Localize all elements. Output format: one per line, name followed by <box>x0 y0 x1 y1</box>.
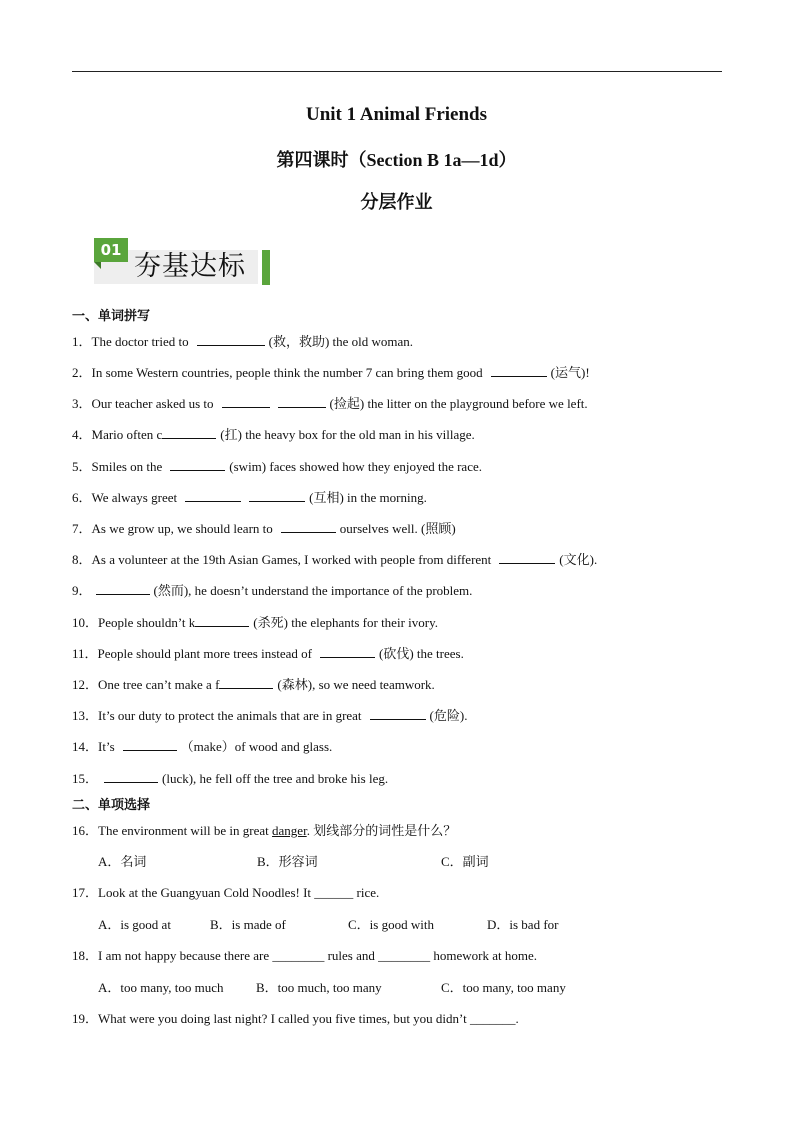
banner-tab-fold <box>94 262 101 269</box>
question-14 <box>72 736 332 755</box>
option-d[interactable]: D．is bad for <box>487 917 559 932</box>
question-number: 5． <box>72 459 92 474</box>
question-19 <box>72 1008 519 1027</box>
question-5 <box>72 456 482 475</box>
question-text: Our teacher asked us to <box>91 396 214 411</box>
banner-text: 夯基达标 <box>134 251 246 282</box>
section-heading-spelling: 一、单词拼写 <box>72 309 151 324</box>
question-text: ourselves well. (照顾) <box>339 521 456 536</box>
question-number: 6． <box>72 490 92 505</box>
page-title: Unit 1 Animal Friends <box>305 104 488 125</box>
question-6 <box>72 487 427 506</box>
answer-blank[interactable] <box>96 582 150 595</box>
question-text: Look at the Guangyuan Cold Noodles! It ______ rice. <box>98 885 380 900</box>
question-text: It’s <box>98 739 115 754</box>
option-b[interactable]: B．形容词 <box>257 854 318 869</box>
answer-blank[interactable] <box>249 489 305 502</box>
question-text: It’s our duty to protect the animals that are in great <box>98 708 362 723</box>
question-text: (森林), so we need teamwork. <box>277 677 435 692</box>
section-heading-choice: 二、单项选择 <box>72 798 151 813</box>
question-text: (互相) in the morning. <box>309 490 427 505</box>
question-17 <box>72 882 379 901</box>
question-8 <box>72 549 597 568</box>
question-text: As a volunteer at the 19th Asian Games, I worked with people from different <box>91 552 492 567</box>
question-number: 9． <box>72 583 92 598</box>
question-12 <box>72 674 435 693</box>
option-c[interactable]: C．副词 <box>441 854 489 869</box>
question-text: What were you doing last night? I called you five times, but you didn’t _______. <box>98 1011 519 1026</box>
question-number: 18． <box>72 948 99 963</box>
header-rule <box>72 71 722 72</box>
answer-blank[interactable] <box>162 426 216 439</box>
underlined-word: danger <box>272 823 307 838</box>
question-text: In some Western countries, people think the number 7 can bring them good <box>91 365 483 380</box>
answer-blank[interactable] <box>491 364 547 377</box>
answer-blank[interactable] <box>278 395 326 408</box>
question-text: (救，救助) the old woman. <box>268 334 414 349</box>
question-text: (文化). <box>559 552 598 567</box>
answer-blank[interactable] <box>123 738 177 751</box>
question-13 <box>72 705 467 724</box>
question-text: (危险). <box>429 708 468 723</box>
question-number: 15． <box>72 771 99 786</box>
answer-blank[interactable] <box>170 458 225 471</box>
question-text: (运气)! <box>550 365 590 380</box>
question-text: (luck), he fell off the tree and broke his leg. <box>162 771 389 786</box>
question-number: 8． <box>72 552 92 567</box>
option-a[interactable]: A．too many, too much <box>98 980 224 995</box>
option-b[interactable]: B．too much, too many <box>256 980 382 995</box>
lesson-title: 第四课时（Section B 1a—1d） <box>276 150 517 170</box>
question-text: (捡起) the litter on the playground before we left. <box>329 396 588 411</box>
question-number: 4． <box>72 427 92 442</box>
question-text: Smiles on the <box>91 459 163 474</box>
question-number: 17． <box>72 885 99 900</box>
question-10 <box>72 612 438 631</box>
answer-blank[interactable] <box>499 551 555 564</box>
question-text: (swim) faces showed how they enjoyed the race. <box>229 459 482 474</box>
subtitle: 分层作业 <box>360 192 433 212</box>
answer-blank[interactable] <box>370 707 426 720</box>
answer-blank[interactable] <box>195 614 249 627</box>
question-number: 13． <box>72 708 99 723</box>
question-number: 16． <box>72 823 99 838</box>
question-number: 2． <box>72 365 92 380</box>
question-text: I am not happy because there are ________ rules and ________ homework at home. <box>98 948 538 963</box>
question-number: 14． <box>72 739 99 754</box>
question-1 <box>72 331 413 350</box>
answer-blank[interactable] <box>281 520 336 533</box>
question-15 <box>72 768 388 787</box>
question-3 <box>72 393 588 412</box>
answer-blank[interactable] <box>320 645 375 658</box>
question-2 <box>72 362 590 381</box>
question-text: (扛) the heavy box for the old man in his village. <box>220 427 475 442</box>
option-a[interactable]: A．is good at <box>98 917 171 932</box>
question-text: （make）of wood and glass. <box>180 739 333 754</box>
section-banner <box>86 238 272 286</box>
answer-blank[interactable] <box>185 489 241 502</box>
question-text: The doctor tried to <box>91 334 189 349</box>
question-4 <box>72 424 475 443</box>
answer-blank[interactable] <box>197 333 265 346</box>
question-number: 1． <box>72 334 92 349</box>
question-text: We always greet <box>91 490 178 505</box>
question-number: 3． <box>72 396 92 411</box>
question-text: (然而), he doesn’t understand the importance of the problem. <box>153 583 473 598</box>
question-9 <box>72 580 472 599</box>
question-text: The environment will be in great <box>98 823 269 838</box>
answer-blank[interactable] <box>104 770 158 783</box>
question-11 <box>72 643 464 662</box>
option-b[interactable]: B．is made of <box>210 917 286 932</box>
question-text: . 划线部分的词性是什么？ <box>306 823 457 838</box>
question-number: 7． <box>72 521 92 536</box>
option-a[interactable]: A．名词 <box>98 854 147 869</box>
answer-blank[interactable] <box>219 676 273 689</box>
option-c[interactable]: C．too many, too many <box>441 980 566 995</box>
option-c[interactable]: C．is good with <box>348 917 434 932</box>
question-text: (杀死) the elephants for their ivory. <box>253 615 438 630</box>
question-16 <box>72 820 456 839</box>
question-number: 19． <box>72 1011 99 1026</box>
question-text: People shouldn’t k <box>98 615 196 630</box>
question-number: 10． <box>72 615 99 630</box>
question-text: People should plant more trees instead of <box>97 646 312 661</box>
answer-blank[interactable] <box>222 395 270 408</box>
question-text: As we grow up, we should learn to <box>91 521 273 536</box>
banner-number: 01 <box>94 238 128 262</box>
question-18 <box>72 945 537 964</box>
question-7 <box>72 518 456 537</box>
question-number: 11． <box>72 646 98 661</box>
question-number: 12． <box>72 677 99 692</box>
question-text: One tree can’t make a f <box>98 677 220 692</box>
question-text: Mario often c <box>91 427 163 442</box>
question-text: (砍伐) the trees. <box>378 646 464 661</box>
banner-accent-bar <box>262 250 270 285</box>
